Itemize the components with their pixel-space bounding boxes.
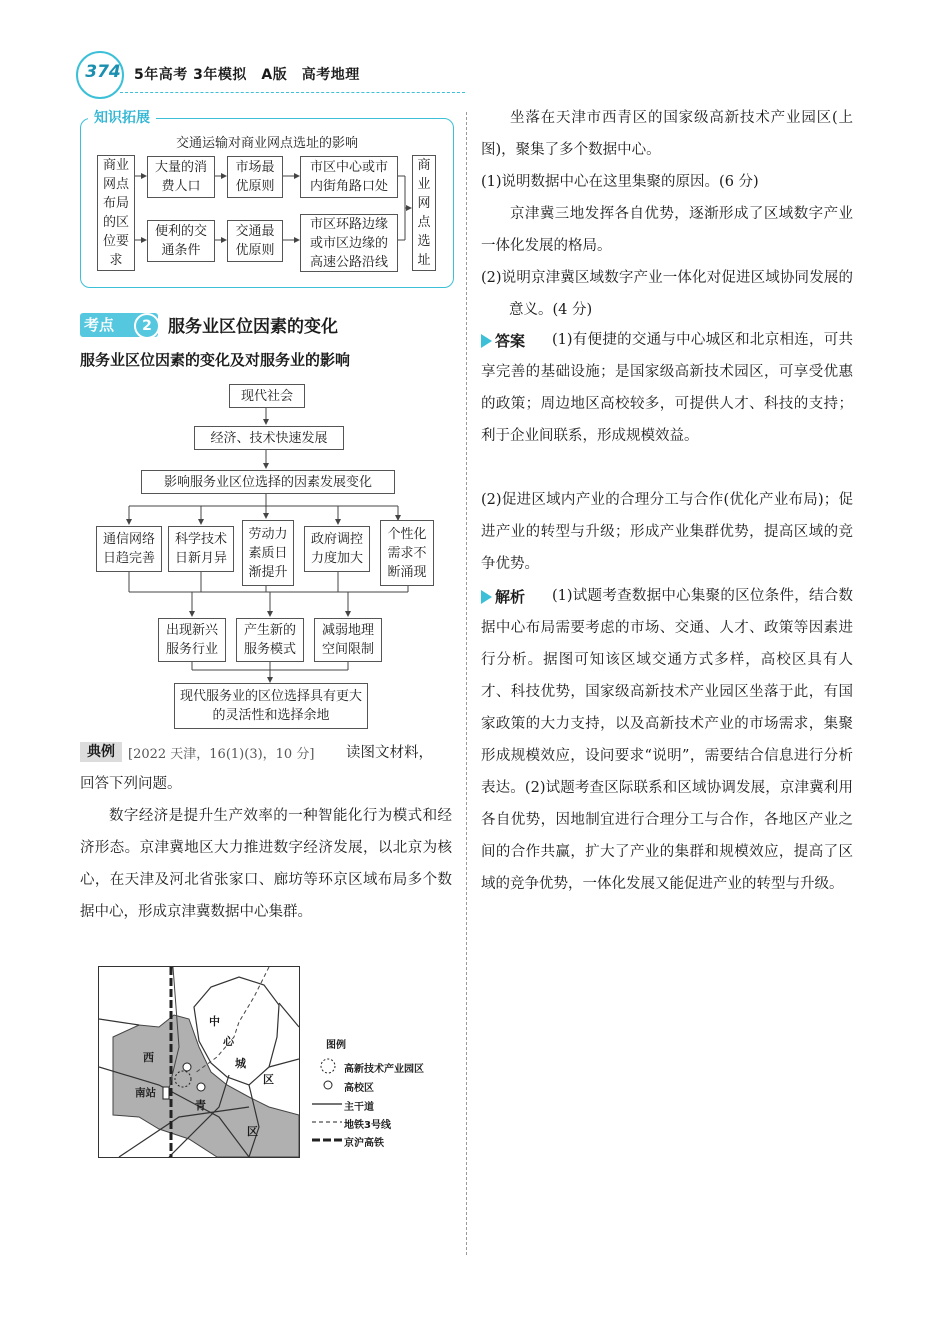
legend-park: 高新技术产业园区 (344, 1064, 424, 1075)
answer-part-1: (1)有便捷的交通与中心城区和北京相连，可共享完善的基础设施；是国家级高新技术园区，可享受优惠的政策；周边地区高校较多，可提供人才、科技的支持；利于企业间联系，形成规模效益。 (481, 332, 853, 444)
section-number: 2 (134, 313, 160, 339)
knowledge-title: 交通运输对商业网点选址的影响 (175, 136, 358, 151)
question-2: (2)说明京津冀区域数字产业一体化对促进区域协同发展的意义。(4 分) (481, 270, 853, 318)
row2-cell-3: 市区环路边缘或市区边缘的高速公路沿线 (300, 214, 398, 272)
map-label-nanzhan: 南站 (135, 1087, 156, 1099)
analysis-text: (1)试题考查数据中心集聚的区位条件，结合数据中心布局需要考虑的市场、交通、人才、政策等因素进行分析。据图可知该区域交通方式多样，高校区具有人才、科技优势，国家级高新技术产业园区坐落于此，有国家政策的大力支持，以及高新技术产业的市场需求，集聚形成规模效应，设问要求“说明”，需要结合信息进行分析表达。(2)试题考查区际联系和区域协调发展，京津冀利用各自优势，因地制宜进行合理分工与合作，各地区产业之间的合作共赢，扩大了产业的集群和规模效应，提高了区域的竞争优势，一体化发展又能促进产业的转型与升级。 (481, 588, 853, 892)
map-drawing (99, 967, 299, 1157)
legend-road: 主干道 (344, 1102, 374, 1113)
example-intro: 回答下列问题。 (80, 776, 182, 792)
row2-cell-1: 便利的交通条件 (147, 220, 215, 262)
flow-factors-change: 影响服务业区位选择的因素发展变化 (141, 470, 395, 494)
material-continued: 坐落在天津市西青区的国家级高新技术产业园区(上图)，聚集了多个数据中心。 (481, 110, 853, 158)
map-label-xin: 心 (223, 1035, 234, 1048)
answer-tag: 答案 (495, 332, 526, 350)
column-divider (466, 112, 467, 1255)
answer-part-2: (2)促进区域内产业的合理分工与合作(优化产业布局)；促进产业的转型与升级；形成产业集群优势，提高区域的竞争优势。 (481, 492, 853, 572)
map-label-qu1: 区 (247, 1125, 258, 1138)
example-source: [2022 天津，16(1)(3)，10 分] (128, 747, 315, 762)
knowledge-tag: 知识拓展 (88, 107, 156, 127)
factor-government: 政府调控力度加大 (304, 526, 370, 572)
row1-cell-2: 市场最优原则 (227, 156, 283, 198)
factor-technology: 科学技术日新月异 (168, 526, 234, 572)
analysis-tag: 解析 (495, 588, 526, 606)
map-label-qing: 青 (195, 1099, 206, 1112)
legend-title: 图例 (326, 1040, 346, 1051)
page-number: 374 (85, 62, 121, 82)
row2-cell-2: 交通最优原则 (227, 220, 283, 262)
flow-result: 现代服务业的区位选择具有更大的灵活性和选择余地 (174, 683, 368, 729)
flow-modern-society: 现代社会 (229, 384, 305, 408)
example-paragraph: 数字经济是提升生产效率的一种智能化行为模式和经济形态。京津冀地区大力推进数字经济发展，以北京为核心，在天津及河北省张家口、廊坊等环京区域布局多个数据中心，形成京津冀数据中心集群。 (80, 808, 452, 920)
row1-cell-1: 大量的消费人口 (147, 156, 215, 198)
example-intro-a: 读图文材料， (346, 745, 433, 761)
factor-labor: 劳动力素质日渐提升 (242, 520, 294, 586)
requirement-box: 商业网点布局的区位要求 (97, 155, 135, 271)
legend-university: 高校区 (344, 1083, 374, 1094)
effect-space-limit: 减弱地理空间限制 (314, 618, 382, 662)
legend-symbols (310, 1058, 346, 1148)
flow-subtitle: 服务业区位因素的变化及对服务业的影响 (80, 351, 351, 369)
book-title: 5年高考 3年模拟 A版 高考地理 (134, 67, 360, 83)
header-divider (120, 92, 465, 93)
map-label-xi: 西 (143, 1051, 154, 1064)
map-label-zhong: 中 (209, 1015, 220, 1028)
site-box: 商业网点选址 (412, 155, 436, 271)
effect-new-industry: 出现新兴服务行业 (158, 618, 226, 662)
map-frame (98, 966, 300, 1158)
row1-cell-3: 市区中心或市内街角路口处 (300, 156, 398, 198)
example-tag: 典例 (80, 742, 122, 762)
section-tag-label: 考点 (84, 316, 115, 334)
factor-communication: 通信网络日趋完善 (96, 526, 162, 572)
effect-new-mode: 产生新的服务模式 (236, 618, 304, 662)
legend-railway: 京沪高铁 (344, 1138, 384, 1149)
material-paragraph-2: 京津冀三地发挥各自优势，逐渐形成了区域数字产业一体化发展的格局。 (481, 206, 853, 254)
factor-personalization: 个性化需求不断涌现 (380, 520, 434, 586)
legend-metro: 地铁3号线 (344, 1120, 391, 1131)
map-label-cheng: 城 (235, 1057, 246, 1070)
map-label-qu2: 区 (263, 1073, 274, 1086)
flow-economy-tech: 经济、技术快速发展 (194, 426, 344, 450)
knowledge-arrows (80, 118, 452, 286)
section-title: 服务业区位因素的变化 (168, 317, 338, 337)
question-1: (1)说明数据中心在这里集聚的原因。(6 分) (481, 174, 759, 190)
